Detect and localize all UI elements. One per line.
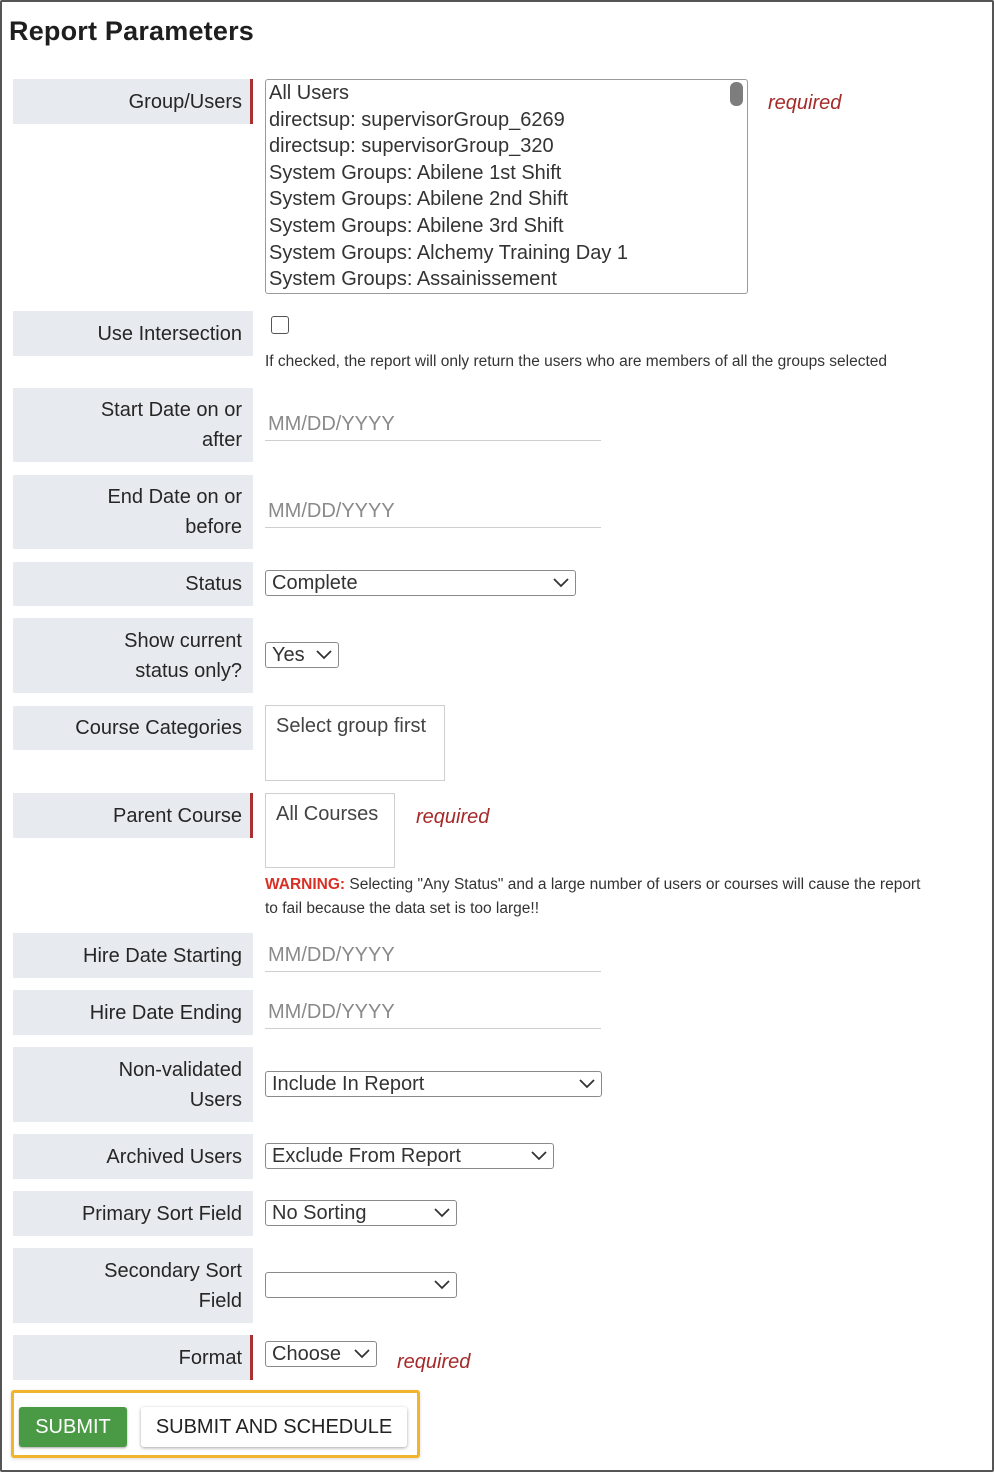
chevron-down-icon	[553, 577, 569, 588]
show-current-value: Yes	[272, 644, 305, 666]
warning-line2: to fail because the data set is too large!!	[265, 900, 540, 917]
end-date-input[interactable]	[265, 496, 601, 528]
chevron-down-icon	[354, 1348, 370, 1359]
show-current-select[interactable]	[265, 642, 339, 668]
status-select[interactable]	[265, 570, 576, 596]
non-validated-label: Non-validated Users	[13, 1047, 253, 1122]
hire-start-input[interactable]	[265, 940, 601, 972]
hire-start-label: Hire Date Starting	[13, 933, 253, 978]
secondary-sort-label: Secondary Sort Field	[13, 1248, 253, 1323]
status-label: Status	[13, 562, 253, 606]
submit-button[interactable]: SUBMIT	[19, 1407, 127, 1447]
list-option[interactable]: All Users	[269, 82, 350, 104]
use-intersection-label: Use Intersection	[13, 311, 253, 356]
chevron-down-icon	[434, 1207, 450, 1218]
parent-course-value: All Courses	[276, 803, 379, 825]
archived-users-label: Archived Users	[13, 1134, 253, 1179]
parent-course-required: required	[416, 806, 490, 828]
list-option[interactable]: System Groups: Abilene 1st Shift	[269, 161, 562, 184]
archived-users-value: Exclude From Report	[272, 1145, 461, 1167]
non-validated-select[interactable]	[265, 1071, 602, 1097]
format-label: Format	[13, 1335, 253, 1380]
group-users-label: Group/Users	[13, 79, 253, 124]
format-select[interactable]	[265, 1341, 377, 1367]
group-users-listbox[interactable]	[265, 79, 748, 294]
secondary-sort-select[interactable]	[265, 1272, 457, 1298]
non-validated-value: Include In Report	[272, 1073, 425, 1095]
course-categories-value: Select group first	[276, 715, 427, 737]
list-option[interactable]: System Groups: Alchemy Training Day 1	[269, 241, 629, 264]
format-required: required	[397, 1351, 471, 1373]
course-categories-label: Course Categories	[13, 706, 253, 750]
hire-end-label: Hire Date Ending	[13, 990, 253, 1035]
primary-sort-value: No Sorting	[272, 1202, 367, 1224]
course-categories-list[interactable]	[265, 705, 445, 781]
chevron-down-icon	[316, 649, 332, 660]
page-title: Report Parameters	[9, 16, 255, 46]
parent-course-list[interactable]	[265, 793, 395, 868]
submit-and-schedule-button[interactable]: SUBMIT AND SCHEDULE	[141, 1407, 407, 1447]
primary-sort-label: Primary Sort Field	[13, 1191, 253, 1236]
use-intersection-help: If checked, the report will only return the users who are members of all the groups selected	[265, 353, 888, 370]
listbox-scrollbar[interactable]	[730, 82, 743, 106]
warning-line1: Selecting "Any Status" and a large number of users or courses will cause the report	[345, 876, 921, 893]
list-option[interactable]: System Groups: Assainissement	[269, 268, 557, 291]
format-value: Choose	[272, 1343, 341, 1365]
chevron-down-icon	[531, 1150, 547, 1161]
show-current-label: Show current status only?	[13, 618, 253, 693]
start-date-label: Start Date on or after	[13, 388, 253, 462]
list-option[interactable]: directsup: supervisorGroup_320	[269, 135, 554, 158]
warning-text	[265, 873, 920, 921]
list-option[interactable]: System Groups: Abilene 2nd Shift	[269, 188, 569, 211]
status-select-value: Complete	[272, 572, 358, 594]
start-date-input[interactable]	[265, 409, 601, 441]
chevron-down-icon	[434, 1279, 450, 1290]
use-intersection-checkbox[interactable]	[271, 316, 289, 334]
archived-users-select[interactable]	[265, 1143, 554, 1169]
parent-course-label: Parent Course	[13, 793, 253, 838]
list-option[interactable]: System Groups: Abilene 3rd Shift	[269, 214, 564, 237]
primary-sort-select[interactable]	[265, 1200, 457, 1226]
group-users-required: required	[768, 92, 842, 114]
hire-end-input[interactable]	[265, 997, 601, 1029]
list-option[interactable]: directsup: supervisorGroup_6269	[269, 108, 565, 131]
chevron-down-icon	[579, 1078, 595, 1089]
warning-prefix: WARNING:	[265, 876, 346, 893]
end-date-label: End Date on or before	[13, 475, 253, 549]
